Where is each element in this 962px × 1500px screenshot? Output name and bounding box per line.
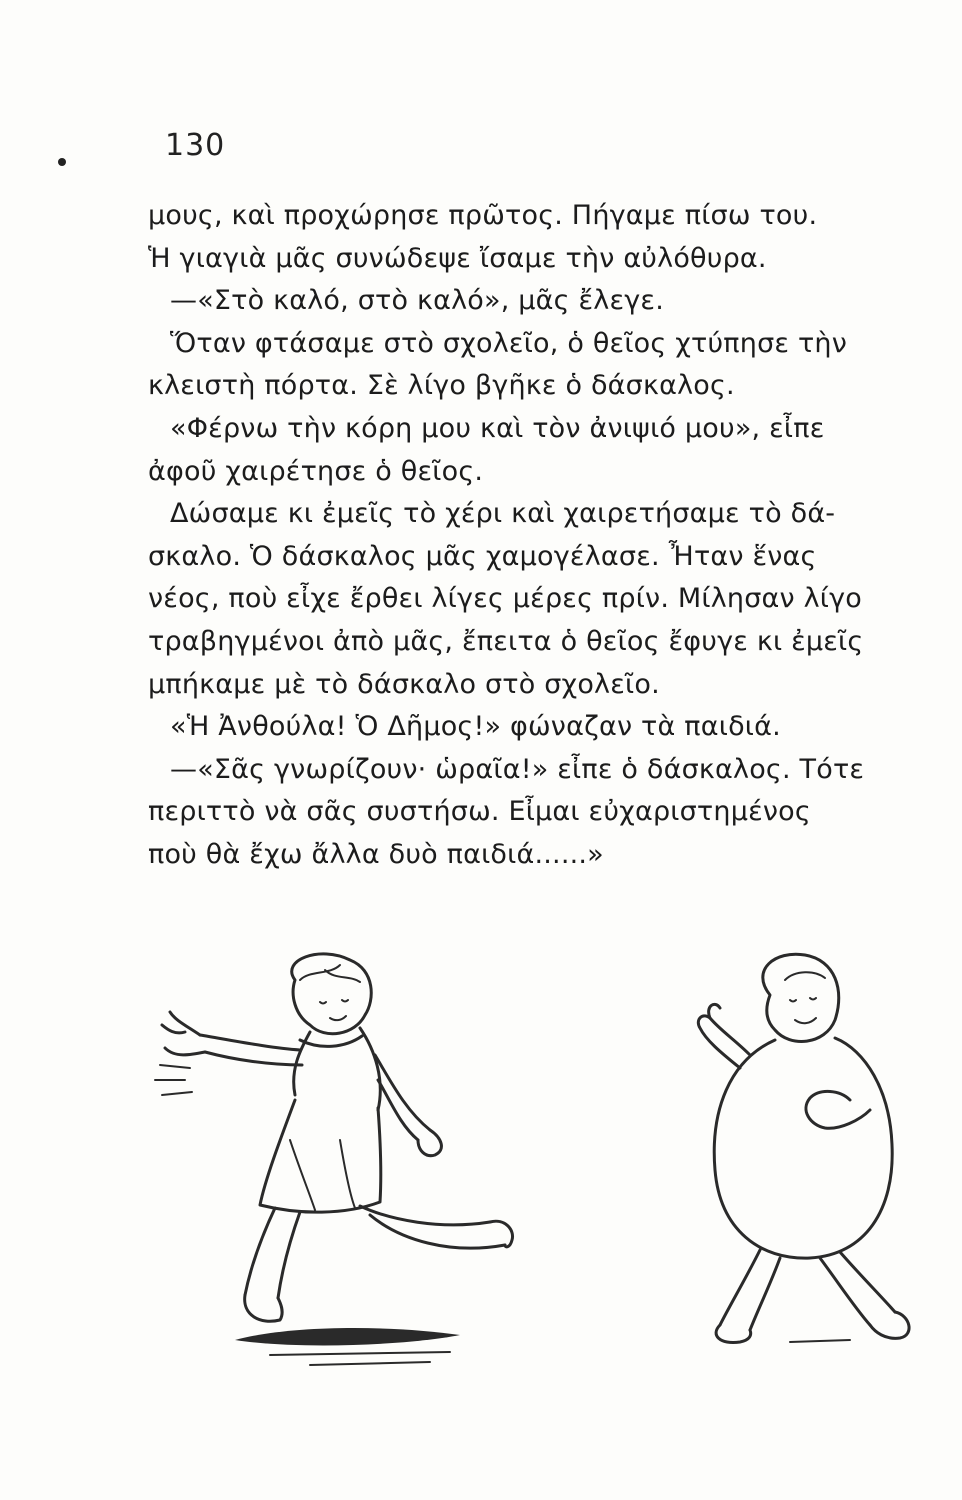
text-line bbox=[148, 834, 923, 877]
line-text: ἀφοῦ χαιρέτησε ὁ θεῖος. bbox=[148, 455, 484, 487]
body-text bbox=[148, 195, 923, 877]
text-line bbox=[148, 578, 923, 621]
margin-dot bbox=[58, 158, 66, 166]
text-line bbox=[148, 280, 923, 323]
line-text: —«Σᾶς γνωρίζουν· ὡραῖα!» εἶπε ὁ δάσκαλος. Τότε bbox=[170, 753, 865, 785]
text-line bbox=[148, 621, 923, 664]
line-text: «Φέρνω τὴν κόρη μου καὶ τὸν ἀνιψιό μου», εἶπε bbox=[170, 412, 825, 444]
text-line bbox=[148, 706, 923, 749]
text-line bbox=[148, 195, 923, 238]
page-number: 130 bbox=[165, 128, 226, 163]
line-text: μπήκαμε μὲ τὸ δάσκαλο στὸ σχολεῖο. bbox=[148, 668, 660, 700]
line-text: Ἡ γιαγιὰ μᾶς συνώδεψε ἴσαμε τὴν αὐλόθυρα. bbox=[148, 242, 767, 274]
text-line bbox=[148, 408, 923, 451]
text-line bbox=[148, 451, 923, 494]
line-text: σκαλο. Ὁ δάσκαλος μᾶς χαμογέλασε. Ἦταν ἕνας bbox=[148, 540, 817, 572]
line-text: κλειστὴ πόρτα. Σὲ λίγο βγῆκε ὁ δάσκαλος. bbox=[148, 370, 735, 402]
text-line bbox=[148, 365, 923, 408]
illustration-two-children bbox=[150, 940, 940, 1420]
text-line bbox=[148, 749, 923, 792]
text-line bbox=[148, 238, 923, 281]
running-child-drawing bbox=[155, 954, 513, 1365]
text-line bbox=[148, 493, 923, 536]
text-line bbox=[148, 791, 923, 834]
line-text: νέος, ποὺ εἶχε ἔρθει λίγες μέρες πρίν. Μίλησαν λίγο bbox=[148, 583, 862, 615]
line-text: ποὺ θὰ ἔχω ἄλλα δυὸ παιδιά......» bbox=[148, 838, 604, 870]
text-line bbox=[148, 536, 923, 579]
line-text: «Ἡ Ἀνθούλα! Ὁ Δῆμος!» φώναζαν τὰ παιδιά. bbox=[170, 711, 781, 743]
illustration-svg bbox=[150, 940, 940, 1420]
line-text: Ὅταν φτάσαμε στὸ σχολεῖο, ὁ θεῖος χτύπησε τὴν bbox=[170, 327, 848, 359]
text-line bbox=[148, 323, 923, 366]
line-text: μους, καὶ προχώρησε πρῶτος. Πήγαμε πίσω του. bbox=[148, 200, 818, 231]
line-text: περιττὸ νὰ σᾶς συστήσω. Εἶμαι εὐχαριστημένος bbox=[148, 796, 811, 828]
chubby-child-drawing bbox=[698, 954, 909, 1342]
line-text: Δώσαμε κι ἐμεῖς τὸ χέρι καὶ χαιρετήσαμε τὸ δά- bbox=[170, 498, 836, 530]
line-text: τραβηγμένοι ἀπὸ μᾶς, ἔπειτα ὁ θεῖος ἔφυγε κι ἐμεῖς bbox=[148, 625, 864, 657]
text-line bbox=[148, 664, 923, 707]
line-text: —«Στὸ καλό, στὸ καλό», μᾶς ἔλεγε. bbox=[170, 285, 664, 317]
